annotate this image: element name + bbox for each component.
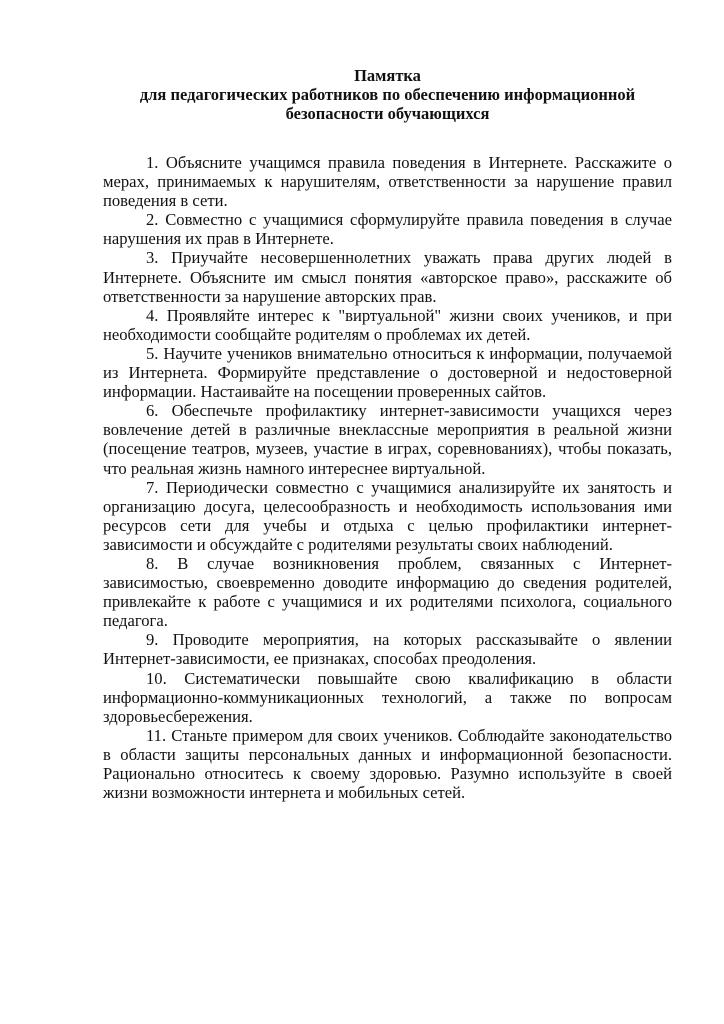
guideline-item-4: 4. Проявляйте интерес к "виртуальной" жизни своих учеников, и при необходимости сообщайте родителям о проблемах их детей. <box>103 305 672 344</box>
guideline-item-6: 6. Обеспечьте профилактику интернет-зависимости учащихся через вовлечение детей в различные внеклассные мероприятия в реальной жизни (посещение театров, музеев, участие в играх, соревнованиях), чтобы показать, что реальная жизнь намного интереснее виртуальной. <box>103 401 672 478</box>
title-line-1: Памятка <box>354 66 421 85</box>
guideline-item-11: 11. Станьте примером для своих учеников. Соблюдайте законодательство в области защиты персональных данных и информационной безопасности. Рационально относитесь к своему здоровью. Разумно используйте в своей жизни возможности интернета и мобильных сетей. <box>103 725 672 803</box>
guideline-item-8: 8. В случае возникновения проблем, связанных с Интернет-зависимостью, своевременно доводите информацию до сведения родителей, привлекайте к работе с учащимися и их родителями психолога, социального педагога. <box>103 553 672 631</box>
title-line-2: для педагогических работников по обеспечению информационной <box>139 85 636 104</box>
guideline-item-9: 9. Проводите мероприятия, на которых рассказывайте о явлении Интернет-зависимости, ее признаках, способах преодоления. <box>103 630 672 669</box>
guideline-item-10: 10. Систематически повышайте свою квалификацию в области информационно-коммуникационных технологий, а также по вопросам здоровьесбережения. <box>103 668 672 726</box>
guideline-item-7: 7. Периодически совместно с учащимися анализируйте их занятость и организацию досуга, целесообразность и необходимость использования ими ресурсов сети для учебы и отдыха с целью профилактики интернет-зависимости и обсуждайте с родителями результаты своих наблюдений. <box>103 477 672 554</box>
document-page <box>103 66 672 802</box>
guideline-list <box>103 153 672 802</box>
title-line-3: безопасности обучающихся <box>285 104 490 123</box>
guideline-item-1: 1. Объясните учащимся правила поведения в Интернете. Расскажите о мерах, принимаемых к нарушителям, ответственности за нарушение правил поведения в сети. <box>103 153 672 211</box>
document-title <box>103 66 672 123</box>
guideline-item-5: 5. Научите учеников внимательно относиться к информации, получаемой из Интернета. Формируйте представление о достоверной и недостоверной информации. Настаивайте на посещении проверенных сайтов. <box>103 343 672 402</box>
guideline-item-3: 3. Приучайте несовершеннолетних уважать права других людей в Интернете. Объясните им смысл понятия «авторское право», расскажите об ответственности за нарушение авторских прав. <box>103 248 672 306</box>
guideline-item-2: 2. Совместно с учащимися сформулируйте правила поведения в случае нарушения их прав в Интернете. <box>103 210 672 249</box>
